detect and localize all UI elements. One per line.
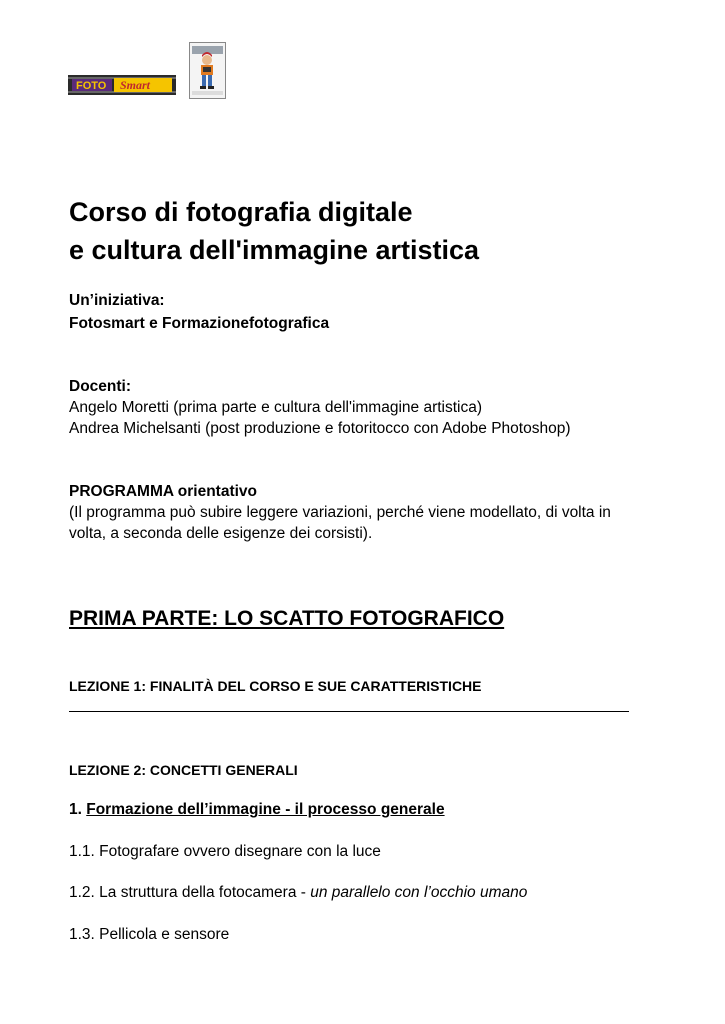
program-note-line-2: volta, a seconda delle esigenze dei corsisti).	[69, 525, 373, 542]
fotosmart-logo	[68, 75, 176, 95]
program-label: PROGRAMMA orientativo	[69, 483, 258, 500]
section-title: PRIMA PARTE: LO SCATTO FOTOGRAFICO	[69, 607, 505, 630]
fotosmart-logo-text-a: FOTO	[76, 80, 107, 92]
item-1-heading	[69, 801, 445, 819]
item-1-number: 1.	[69, 801, 82, 818]
teachers-block	[69, 376, 570, 439]
item-1-2	[69, 884, 527, 902]
initiative-block	[69, 289, 329, 335]
teachers-label: Docenti:	[69, 378, 131, 395]
initiative-value: Fotosmart e Formazionefotografica	[69, 315, 330, 332]
title-line-2: e cultura dell'immagine artistica	[69, 235, 480, 265]
teacher-line: Angelo Moretti (prima parte e cultura dell'immagine artistica)	[69, 399, 483, 416]
item-1-title: Formazione dell’immagine - il processo generale	[86, 801, 445, 818]
divider-line	[69, 711, 629, 712]
item-1-2-text: 1.2. La struttura della fotocamera -	[69, 884, 311, 901]
program-block	[69, 481, 659, 544]
item-1-2-italic: un parallelo con l’occhio umano	[310, 884, 528, 901]
initiative-label: Un’iniziativa:	[69, 292, 165, 309]
lesson-1-heading: LEZIONE 1: FINALITÀ DEL CORSO E SUE CARATTERISTICHE	[69, 678, 482, 694]
program-note-line-1: (Il programma può subire leggere variazioni, perché viene modellato, di volta in	[69, 504, 611, 521]
teacher-line: Andrea Michelsanti (post produzione e fotoritocco con Adobe Photoshop)	[69, 420, 571, 437]
item-1-3: 1.3. Pellicola e sensore	[69, 926, 230, 943]
formazionefotografica-logo	[189, 42, 226, 99]
fotosmart-logo-text-b: Smart	[120, 78, 151, 92]
lesson-2-heading: LEZIONE 2: CONCETTI GENERALI	[69, 762, 298, 778]
page-title	[69, 193, 479, 269]
title-line-1: Corso di fotografia digitale	[69, 197, 413, 227]
item-1-1: 1.1. Fotografare ovvero disegnare con la luce	[69, 843, 381, 860]
